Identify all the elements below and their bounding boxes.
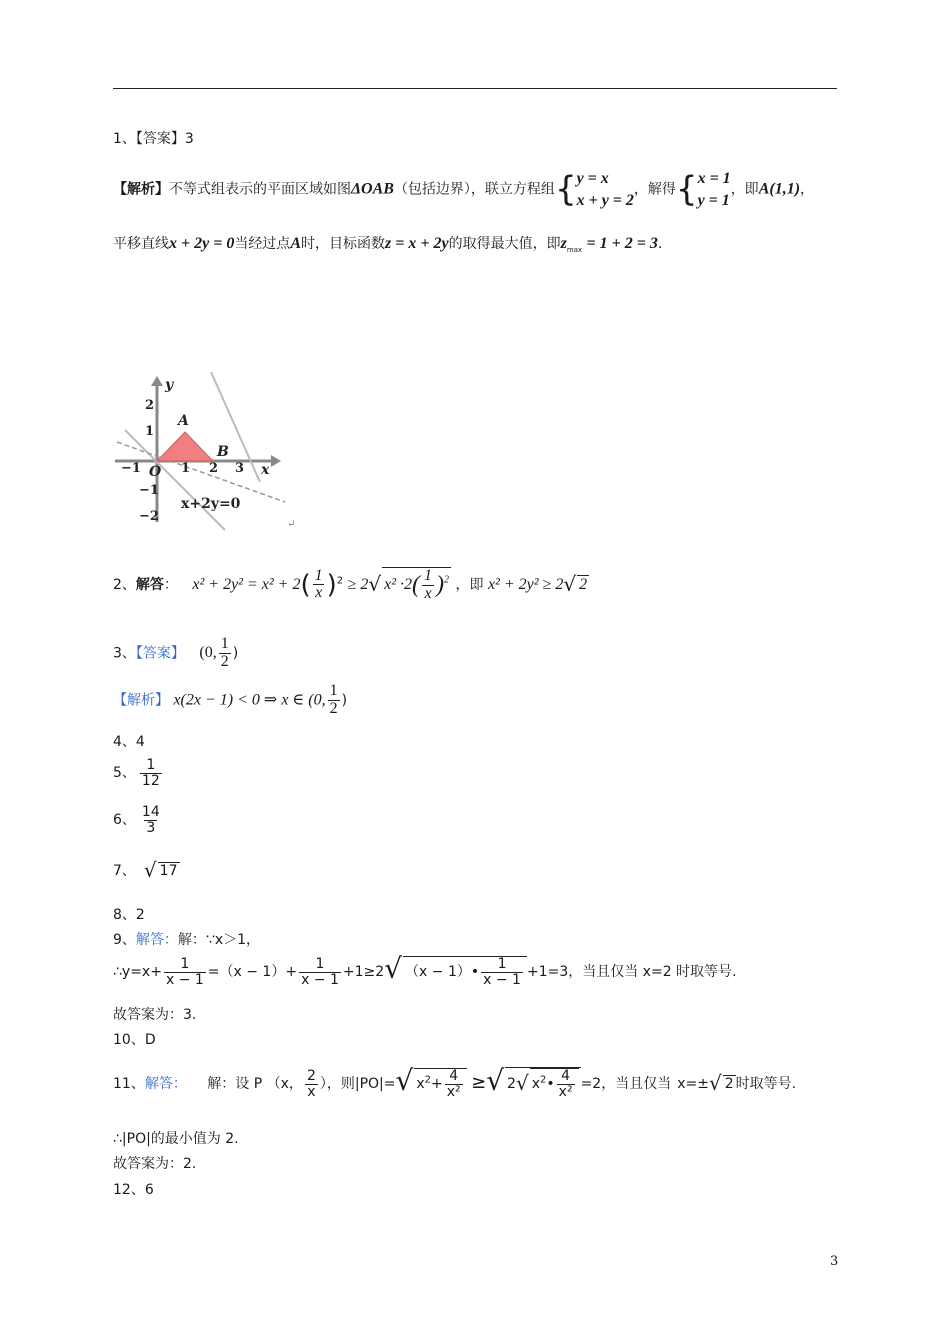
y-axis-label: y [165,377,174,393]
q9-text: =（x − 1）+ [207,964,298,980]
q3-number: 3、 [113,645,136,662]
y-tick-m2: −2 [139,509,159,524]
q1-eq: x + y = 2 [576,191,634,209]
q2-frac-2 [422,568,434,603]
q9-tag: 解答： [135,932,178,948]
q2-ge: ≥ 2 [347,575,369,593]
q3-analysis-line [113,683,347,718]
q2-root [382,567,451,603]
return-mark-icon: ↵ [287,519,296,530]
q1-text: 当经过点 [234,236,291,252]
q3-analysis-tag: 【解析】 [113,692,169,709]
q3-ans-frac [219,636,231,671]
q1-text: 不等式组表示的平面区域如图 [169,181,351,198]
q1-text: ，即 [730,181,759,198]
q11-r2-sup: 2 [540,1074,547,1086]
q1-answer-tag: 【答案】 [135,131,185,147]
x-tick-m1: −1 [121,461,141,476]
q9-text: +1=3，当且仅当 x=2 时取等号. [526,964,737,980]
q11-point-num: 2 [306,1067,316,1084]
q11-conclusion: 故答案为：2. [113,1156,197,1172]
q7-number: 7、 [113,863,136,879]
q2-radical-icon: √ [368,571,382,596]
q9-frac2-num: 1 [315,955,325,972]
q9-number: 9、 [113,932,136,948]
q9-text: ∴y=x+ [113,964,162,980]
q1-answer-line [113,128,194,148]
dashed-line-label: x+2y=0 [181,496,241,512]
q2-number: 2、 [113,576,136,593]
q11-line1 [113,1064,796,1099]
q2-sep: ，即 [455,576,484,593]
q3-answer-line [113,636,238,671]
q1-line-eq: x + 2y = 0 [169,235,235,252]
q4-line: 4、4 [113,734,145,750]
q2-colon: ： [163,576,178,593]
q1-text: 时，目标函数 [301,236,386,252]
q2-result: x² + 2y² ≥ 2 [487,575,564,593]
q1-text: 的取得最大值，即 [448,236,561,252]
header-rule [113,88,837,89]
q1-system-1 [577,168,634,211]
q1-zmax: z [560,235,567,252]
q1-eq: x = 1 [697,170,731,187]
feasible-region [157,432,213,461]
q3-analysis-den: 2 [329,699,338,717]
q11-point-open: （x， [266,1076,303,1092]
q11-r2-num: 4 [561,1067,571,1084]
q1-eq: y = 1 [697,191,730,209]
q11-x-root: 2 [724,1076,734,1092]
q2-paren: ) [326,569,337,600]
q3-ans-close: ) [232,645,239,662]
q9-text: +1≥2 [342,964,385,980]
q11-ge: ≥ [471,1072,487,1093]
x-axis-arrow [271,455,281,467]
q7-line [113,858,180,882]
region-graph [115,372,305,532]
q5-frac [140,758,162,788]
q11-point-den: x [307,1083,316,1100]
q9-frac-1 [164,957,206,987]
q1-eq: y = x [576,170,609,187]
q1-brace: { [675,169,698,210]
q6-frac-den: 3 [146,819,156,836]
q11-text: ，则|PO|= [326,1076,396,1092]
q11-r2-pre: 2 [507,1076,516,1092]
q5-frac-num: 1 [146,757,156,773]
q2-lhs: x² + 2y² = x² + 2 [192,575,301,593]
q2-sup: 2 [336,575,344,587]
y-axis-arrow [151,376,163,386]
q2-radical-icon: √ [563,571,577,596]
q3-ans-den: 2 [220,652,229,670]
q6-number: 6、 [113,812,136,829]
q6-line [113,805,164,835]
q11-r1-num: 4 [449,1067,459,1084]
q11-text: =2，当且仅当 [580,1076,672,1092]
q11-r1-sup: 2 [424,1074,432,1086]
q3-answer-tag: 【答案】 [135,645,185,662]
q3-ans-num: 1 [220,635,229,652]
q11-r2-den: x² [558,1083,573,1100]
q11-r1-frac [445,1069,463,1099]
q9-frac3-den: x − 1 [483,971,521,988]
q1-brace: { [554,169,577,210]
q11-radical-icon: √ [708,1071,722,1095]
q1-text: 平移直线 [113,236,169,252]
q5-frac-den: 12 [141,772,160,789]
y-tick-1: 1 [145,424,155,439]
q5-number: 5、 [113,765,136,782]
q3-ans-open: (0, [199,644,217,662]
q11-r2-dot: • [546,1076,555,1092]
y-tick-m1: −1 [139,483,159,498]
q9-frac3-num: 1 [497,955,507,972]
q7-root: 17 [159,863,178,879]
x-axis-label: x [261,462,270,478]
q1-analysis-line1 [113,168,814,211]
x-tick-3: 3 [235,461,245,476]
q11-r2-x: x [531,1076,541,1092]
q6-frac [140,805,162,835]
q1-analysis-tag: 【解析】 [113,181,169,198]
q2-frac [313,568,325,603]
q1-text: . [657,236,663,252]
q11-text: 解：设 P [207,1076,263,1092]
q9-frac-3 [481,957,523,987]
q6-frac-num: 14 [141,804,160,820]
q5-line [113,758,164,788]
q1-triangle: ΔOAB [351,180,394,198]
q11-point-close: ） [319,1076,327,1092]
q3-analysis-close: ) [341,692,348,709]
q2-frac-den: x [315,584,323,602]
q2-paren: ( [300,569,311,600]
q9-frac2-den: x − 1 [301,971,339,988]
q11-root-2-inner [530,1068,579,1099]
q2-line [113,567,589,603]
q11-number: 11、 [113,1076,145,1092]
q11-root-2 [505,1067,581,1099]
q11-r1-x: x [416,1076,425,1092]
q1-answer-value: 3 [184,131,194,147]
q1-point-label: A [290,235,302,252]
q1-system-2 [698,168,731,211]
q1-text: ，解得 [633,181,676,198]
q3-analysis-frac [328,683,340,718]
q1-result: = 1 + 2 = 3 [586,235,658,252]
q9-line2 [113,952,737,987]
q11-min-line: ∴|PO|的最小值为 2. [113,1131,239,1147]
q11-root-1 [414,1068,466,1099]
q11-text: 时取等号. [735,1076,797,1092]
q2-result-root: 2 [579,575,588,593]
q1-text: （包括边界），联立方程组 [393,181,555,198]
point-b-label: B [217,444,229,460]
q9-root-text: （x − 1）• [405,964,480,980]
q8-line: 8、2 [113,907,145,923]
q1-zmax-sub: max [566,245,583,254]
q12-line: 12、6 [113,1182,154,1198]
q2-paren: ) [436,571,445,598]
q11-x-eq: x=± [677,1076,709,1092]
q3-analysis: x(2x − 1) < 0 ⇒ x ∈ (0, [173,691,326,709]
q11-radical-icon: √ [515,1071,529,1095]
q11-radical-icon: √ [395,1064,414,1097]
q11-tag: 解答： [144,1076,187,1092]
q11-r1-den: x² [446,1083,461,1100]
q10-line: 10、D [113,1032,156,1048]
q2-inner: x² ·2 [384,575,413,593]
q2-frac-num: 1 [314,566,323,584]
q3-analysis-num: 1 [329,682,338,699]
x-tick-2: 2 [209,461,219,476]
q9-frac1-num: 1 [180,955,190,972]
q2-paren: ( [412,571,421,598]
x-tick-1: 1 [181,461,191,476]
q9-line1 [113,929,260,949]
page-number: 3 [830,1254,839,1269]
q9-root [403,956,527,987]
q11-point-frac [305,1069,318,1099]
q9-radical-icon: √ [384,952,403,985]
y-tick-2: 2 [145,398,155,413]
q1-analysis-line2 [113,233,662,254]
q9-frac1-den: x − 1 [165,971,204,988]
q2-frac2-den: x [424,584,432,602]
q2-tag: 解答 [135,576,164,593]
q11-r1-plus: + [431,1076,443,1092]
q9-frac-2 [299,957,341,987]
q1-number: 1、 [113,131,136,147]
q9-conclusion: 故答案为：3. [113,1007,197,1023]
q1-text: ， [800,181,815,198]
q9-given: 解：∵x＞1， [177,932,261,948]
point-a-label: A [178,413,189,429]
q11-r2-frac [557,1069,575,1099]
q11-radical-icon: √ [486,1064,505,1097]
origin-label: O [149,464,162,480]
q2-frac2-num: 1 [424,567,433,584]
q2-sup: 2 [444,574,450,586]
q7-radical-icon: √ [143,858,157,882]
q1-point-a: A(1,1) [758,180,801,198]
q1-objective: z = x + 2y [385,235,449,252]
